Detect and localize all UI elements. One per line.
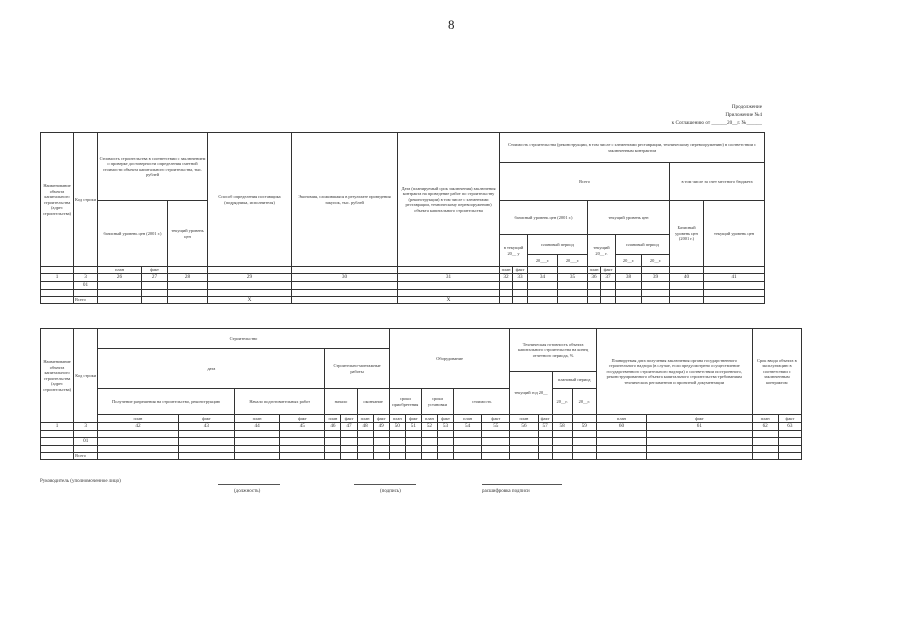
colnum: 26: [98, 274, 142, 282]
row-code: 01: [74, 438, 98, 446]
hdr-cur-price: текущий уровень цен: [704, 201, 765, 267]
total-row: [41, 452, 802, 459]
hdr2-install: сроки установки: [421, 389, 453, 415]
hdr2-start: Начало подготовительных работ: [234, 389, 324, 415]
table-row: [41, 438, 802, 446]
hdr2-construction: Строительство: [98, 329, 389, 349]
colnum: 48: [357, 423, 373, 431]
colnum: 61: [647, 423, 753, 431]
hdr2-buy-date: сроки приобретения: [389, 389, 421, 415]
hdr2-name: Наименование объекта капитального строительства (адрес строительства): [41, 329, 74, 423]
hdr-date: Дата (планируемый срок заключения) заключения контракта на проведение работ по строительству (реконструкции) в том числе с элементами реставрации, техническому перевооружению) объекта капитального строительства: [398, 133, 500, 267]
hdr-plan3: план: [588, 267, 601, 274]
hdr2-planned: плановый период: [552, 372, 596, 389]
colnum: 46: [325, 423, 341, 431]
hdr2-fact: факт: [405, 415, 421, 423]
hdr2-cost: стоимость: [454, 389, 510, 415]
signature-line: [354, 484, 416, 485]
hdr2-fact: факт: [437, 415, 453, 423]
hdr2-code: Код строки: [74, 329, 98, 423]
colnum: 51: [405, 423, 421, 431]
colnum: 36: [588, 274, 601, 282]
colnum: 44: [234, 423, 279, 431]
hdr2-plan: план: [752, 415, 778, 423]
colnum: 43: [178, 423, 234, 431]
hdr-economy: Экономия, сложившаяся в результате проведения закупок, тыс. рублей: [292, 133, 398, 267]
colnum: 1: [41, 274, 74, 282]
hdr2-plan: план: [357, 415, 373, 423]
hdr-current-y: текущий 20__ г.: [588, 235, 616, 267]
hdr-plan: план: [98, 267, 142, 274]
colnum: 3: [74, 423, 98, 431]
hdr2-plan: план: [325, 415, 341, 423]
colnum: 45: [280, 423, 325, 431]
colnum: 60: [596, 423, 646, 431]
colnum: 42: [98, 423, 178, 431]
hdr-current: текущий уровень цен: [168, 201, 208, 267]
hdr2-fact: факт: [778, 415, 801, 423]
hdr2-fact: факт: [373, 415, 389, 423]
colnum: 28: [168, 274, 208, 282]
colnum: 55: [482, 423, 510, 431]
hdr2-begin: начало: [325, 389, 357, 415]
signature-decode: расшифровка подписи: [482, 489, 530, 494]
hdr-plan2: план: [500, 267, 513, 274]
hdr2-plan: план: [234, 415, 279, 423]
colnum: 27: [142, 274, 168, 282]
total-row: [41, 296, 765, 304]
signature-sign: (подпись): [380, 489, 401, 494]
signature-position: (должность): [234, 489, 261, 494]
colnum: 31: [398, 274, 500, 282]
page-number: 8: [448, 17, 455, 32]
colnum: 33: [513, 274, 528, 282]
appendix-line1: Продолжение: [731, 104, 762, 110]
table-top: [40, 132, 765, 304]
colnum: 41: [704, 274, 765, 282]
hdr2-fact: факт: [538, 415, 552, 423]
hdr-base-price: Базисный уровень цен (2001 г.): [670, 201, 704, 267]
hdr2-fact: факт: [482, 415, 510, 423]
hdr2-equipment: Оборудование: [389, 329, 510, 389]
hdr2-smr: Строительно-монтажные работы: [325, 349, 389, 389]
hdr2-plan: план: [454, 415, 482, 423]
colnum: 53: [437, 423, 453, 431]
hdr-y4: 20__г.: [642, 255, 670, 267]
colnum: 59: [572, 423, 596, 431]
colnum: 29: [208, 274, 292, 282]
hdr2-plan: план: [510, 415, 538, 423]
hdr-method: Способ определения поставщика (подрядчика, исполнителя): [208, 133, 292, 267]
hdr-incl: в том числе за счет местного бюджета: [670, 163, 765, 201]
hdr2-fact: факт: [178, 415, 234, 423]
colnum: 1: [41, 423, 74, 431]
appendix-line2: Приложение №4: [725, 111, 762, 118]
hdr-code: Код строки: [74, 133, 98, 267]
hdr-name: Наименование объекта капитального строительства (адрес строительства): [41, 133, 74, 267]
signature-head: Руководитель (уполномоченное лицо): [40, 479, 121, 484]
row-code: 01: [74, 282, 98, 290]
hdr2-readiness: Техническая готовность объекта капитального строительства на конец отчетного периода, %: [510, 329, 596, 372]
hdr-y2: 20___г.: [558, 255, 588, 267]
hdr-total: Всего: [500, 163, 670, 201]
colnum: 30: [292, 274, 398, 282]
hdr-cost: Стоимость строительства в соответствии с заключением о проверке достоверности определения сметной стоимости объекта капитального строительства, тыс. рублей: [98, 133, 208, 201]
hdr2-fact: факт: [341, 415, 357, 423]
hdr2-plan: план: [98, 415, 178, 423]
hdr2-current-year: текущий год 20__: [510, 372, 552, 415]
colnum: 56: [510, 423, 538, 431]
hdr-fact: факт: [142, 267, 168, 274]
table-row: [41, 289, 765, 296]
table-row: [41, 282, 765, 290]
hdr2-commission: Срок ввода объекта в эксплуатацию в соответствии с заключенным контрактом: [752, 329, 801, 415]
colnum: 50: [389, 423, 405, 431]
hdr-fact2: факт: [513, 267, 528, 274]
colnum: 58: [552, 423, 572, 431]
hdr-value: Стоимость строительства (реконструкции, в том числе с элементами реставрации, техническому перевооружению) в соответствии с заключенным контрактом: [500, 133, 765, 163]
colnum: 40: [670, 274, 704, 282]
colnum: 32: [500, 274, 513, 282]
colnum: 57: [538, 423, 552, 431]
hdr2-finish: окончание: [357, 389, 389, 415]
hdr-base2001: базисный уровень цен (2001 г.): [500, 201, 588, 235]
signature-line: [482, 484, 562, 485]
hdr2-y1: 20__г.: [552, 389, 572, 415]
colnum: 52: [421, 423, 437, 431]
hdr-current-lvl: текущий уровень цен: [588, 201, 670, 235]
colnum: 62: [752, 423, 778, 431]
hdr2-dates: дата: [98, 349, 325, 389]
hdr2-permit: Получение разрешения на строительство, реконструкцию: [98, 389, 235, 415]
table-row: [41, 445, 802, 452]
hdr2-fact: факт: [280, 415, 325, 423]
table-bottom: [40, 328, 802, 460]
colnum: 38: [616, 274, 642, 282]
total-label: Всего: [74, 296, 98, 304]
total-label: Всего: [74, 452, 98, 459]
hdr2-y2: 20__г.: [572, 389, 596, 415]
hdr-fact3: факт: [601, 267, 616, 274]
hdr2-plan: план: [596, 415, 646, 423]
appendix-line3: к Соглашению от ______20__г. №______: [671, 119, 762, 126]
hdr-current-year: в текущий 20__ у: [500, 235, 528, 267]
total-x: X: [398, 296, 500, 304]
colnum: 37: [601, 274, 616, 282]
colnum: 49: [373, 423, 389, 431]
hdr2-plan: план: [421, 415, 437, 423]
total-x: X: [208, 296, 292, 304]
table-row: [41, 431, 802, 438]
hdr-y3: 20__г.: [616, 255, 642, 267]
hdr-planned2: плановый период: [616, 235, 670, 255]
colnum: 54: [454, 423, 482, 431]
colnum: 35: [558, 274, 588, 282]
hdr2-plan: план: [389, 415, 405, 423]
hdr-y1: 20___г.: [528, 255, 558, 267]
colnum: 3: [74, 274, 98, 282]
colnum: 34: [528, 274, 558, 282]
colnum: 63: [778, 423, 801, 431]
hdr2-fact: факт: [647, 415, 753, 423]
hdr-base: базисный уровень цен (2001 г.): [98, 201, 168, 267]
hdr2-permit-date: Планируемая дата получения заключения органа государственного строительного надзора (в случае, если предусмотрено осуществление государственного строительного надзора) о соответствии построенного, реконструированного объекта капитального строительства требованиям технических регламентов и проектной документации: [596, 329, 752, 415]
colnum: 47: [341, 423, 357, 431]
signature-line: [218, 484, 280, 485]
appendix-header: [592, 104, 762, 127]
hdr-planned: плановый период: [528, 235, 588, 255]
colnum: 39: [642, 274, 670, 282]
